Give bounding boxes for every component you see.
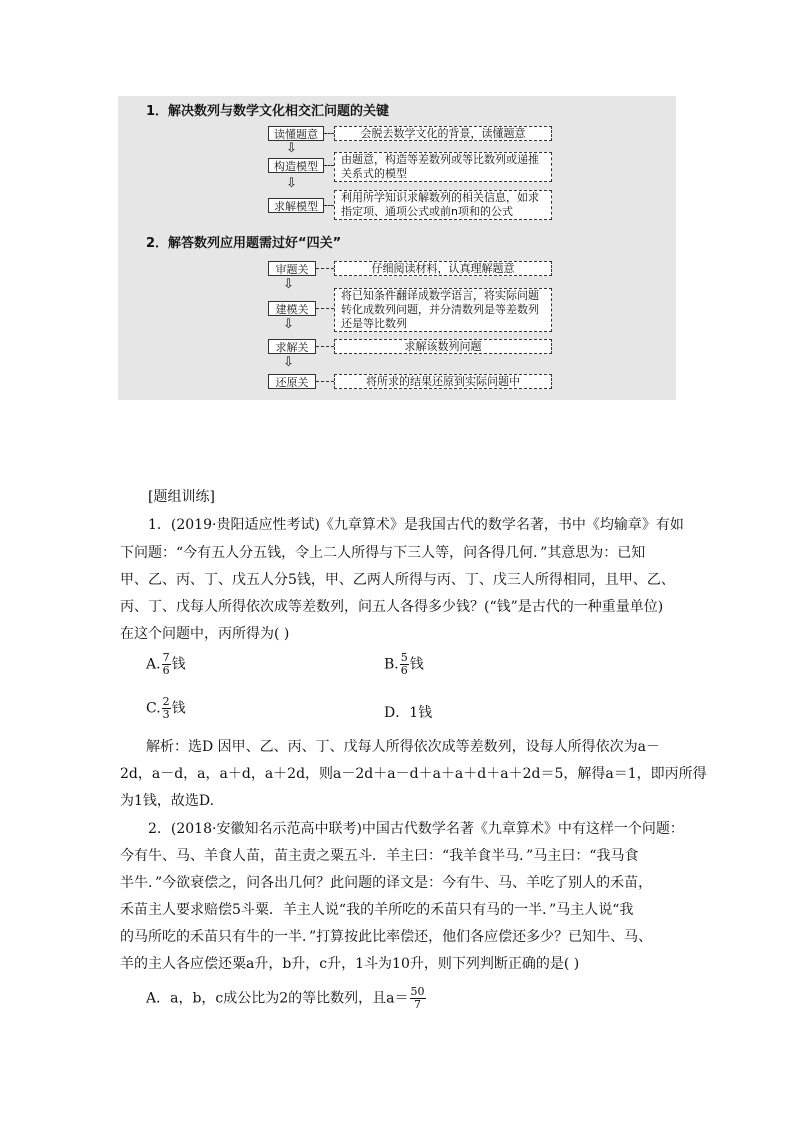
step-build: 建模关 [268,301,316,316]
down-arrow-icon: ⇩ [283,317,294,332]
denominator: 6 [162,664,170,677]
option-d: D．1钱 [384,705,433,721]
q2-line: 今有牛、马、羊食人苗，苗主责之粟五斗．羊主曰：“我羊食半马．”马主曰：“我马食 [120,848,639,864]
option-label: B. [384,656,399,673]
option-b [384,652,424,677]
option-unit: 钱 [409,656,424,673]
section2-title: 2．解答数列应用题需过好“四关” [146,236,342,251]
desc-read: 会脱去数学文化的背景，读懂题意 [334,126,552,141]
desc-review: 仔细阅读材料，认真理解题意 [334,261,552,276]
solution-line: 解析：选D 因甲、乙、丙、丁、戊每人所得依次成等差数列，设每人所得依次为a－ [146,739,661,755]
solution-line: 2d，a－d，a，a＋d，a＋2d，则a－2d＋a－d＋a＋a＋d＋a＋2d＝5，解得a＝1，即丙所得 [120,766,707,782]
connector [316,346,334,347]
numerator: 50 [410,985,425,998]
down-arrow-icon: ⇩ [286,176,297,191]
numerator: 2 [162,695,170,708]
step-model: 构造模型 [268,158,324,173]
summary-panel [118,96,676,400]
desc-line: 由题意，构造等差数列或等比数列或递推 [341,153,539,166]
q1-line: 在这个问题中，丙所得为( ) [120,626,290,642]
step-review: 审题关 [268,261,316,276]
connector [316,381,334,382]
q2-line: 半牛．”今欲衰偿之，问各出几何？此问题的译文是：今有牛、马、羊吃了别人的禾苗， [120,875,653,891]
desc-line: 转化成数列问题，并分清数列是等差数列 [341,303,539,316]
connector [324,205,334,206]
q2-option-a [146,986,427,1011]
desc-restore: 将所求的结果还原到实际问题中 [334,374,552,389]
option-text: A．a，b，c成公比为2的等比数列，且a＝ [146,990,409,1007]
section1-title: 1．解决数列与数学文化相交汇问题的关键 [146,104,390,119]
desc-compute: 求解该数列问题 [334,339,552,354]
desc-model [334,152,552,182]
connector [316,268,334,269]
q1-line: 下问题：“今有五人分五钱，令上二人所得与下三人等，问各得几何．”其意思为：已知 [120,545,646,561]
training-label: [题组训练] [148,489,215,505]
option-label: C. [146,700,161,717]
desc-line: 利用所学知识求解数列的相关信息，如求 [341,191,539,204]
option-unit: 钱 [171,700,186,717]
q2-line: 禾苗主人要求赔偿5斗粟．羊主人说“我的羊所吃的禾苗只有马的一半．”马主人说“我 [120,902,634,918]
q2-line: 的马所吃的禾苗只有牛的一半．”打算按此比率偿还，他们各应偿还多少？已知牛、马、 [120,929,653,945]
option-a [146,652,186,677]
q2-line: 羊的主人各应偿还粟a升，b升，c升，1斗为10升，则下列判断正确的是( ) [120,956,580,972]
connector [324,133,334,134]
numerator: 5 [400,651,408,664]
desc-line: 关系式的模型 [341,167,407,180]
q1-line: 丙、丁、戊每人所得依次成等差数列，问五人各得多少钱？(“钱”是古代的一种重量单位) [120,599,664,615]
q1-line: 甲、乙、丙、丁、戊五人分5钱，甲、乙两人所得与丙、丁、戊三人所得相同，且甲、乙、 [120,572,675,588]
fraction [410,986,426,1011]
step-restore: 还原关 [268,374,316,389]
q1-line: 1．(2019·贵阳适应性考试)《九章算术》是我国古代的数学名著，书中《均输章》有如 [148,517,684,533]
fraction [162,696,171,721]
fraction [400,652,409,677]
down-arrow-icon: ⇩ [286,141,297,156]
solution-line: 为1钱，故选D. [120,793,215,809]
down-arrow-icon: ⇩ [283,355,294,370]
desc-line: 将已知条件翻译成数学语言，将实际问题 [341,289,539,302]
option-label: A. [146,656,161,673]
desc-build [334,288,552,332]
fraction [162,652,171,677]
denominator: 3 [162,708,170,721]
denominator: 7 [414,998,422,1011]
step-compute: 求解关 [268,339,316,354]
step-read: 读懂题意 [268,126,324,141]
step-solve: 求解模型 [268,198,324,213]
desc-solve [334,190,552,220]
desc-line: 指定项、通项公式或前n项和的公式 [341,205,513,218]
denominator: 6 [400,664,408,677]
numerator: 7 [162,651,170,664]
option-c [146,696,186,721]
option-unit: 钱 [171,656,186,673]
desc-line: 还是等比数列 [341,317,407,330]
connector [316,308,334,309]
down-arrow-icon: ⇩ [283,277,294,292]
q2-line: 2．(2018·安徽知名示范高中联考)中国古代数学名著《九章算术》中有这样一个问题： [148,821,684,837]
connector [324,165,334,166]
